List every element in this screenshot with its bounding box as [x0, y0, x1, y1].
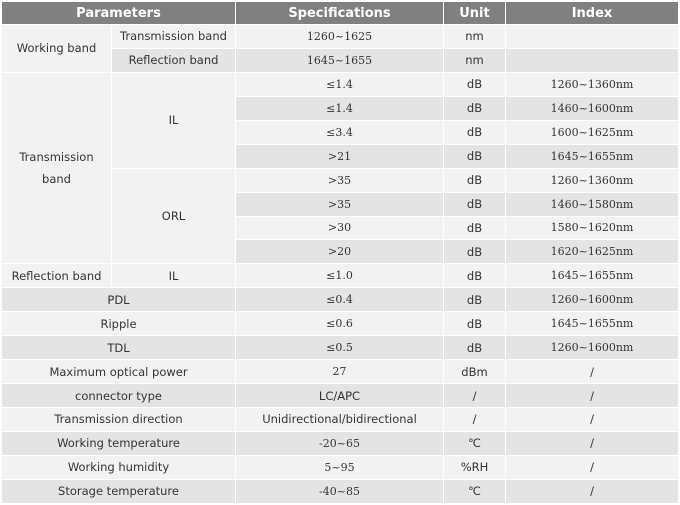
- unit-value: dBm: [444, 360, 506, 384]
- unit-value: nm: [444, 25, 506, 49]
- specifications-table: [1, 1, 679, 504]
- spec-value: Unidirectional/bidirectional: [236, 408, 444, 432]
- reflection-band-sub-label: IL: [112, 264, 236, 288]
- unit-value: ℃: [444, 479, 506, 503]
- table-row: [2, 408, 679, 432]
- param-label: Working temperature: [2, 431, 236, 455]
- spec-value: ≤0.6: [236, 312, 444, 336]
- index-value: 1260~1360nm: [506, 168, 679, 192]
- index-value: /: [506, 408, 679, 432]
- table-row: [2, 479, 679, 503]
- index-value: 1645~1655nm: [506, 264, 679, 288]
- transmission-band-label-line1: Transmission: [19, 150, 94, 165]
- unit-value: nm: [444, 48, 506, 72]
- table-row: [2, 288, 679, 312]
- spec-value: >20: [236, 240, 444, 264]
- table-row: [2, 360, 679, 384]
- spec-value: ≤1.0: [236, 264, 444, 288]
- orl-label: ORL: [112, 168, 236, 264]
- unit-value: dB: [444, 336, 506, 360]
- spec-value: >35: [236, 192, 444, 216]
- index-value: /: [506, 431, 679, 455]
- unit-value: dB: [444, 120, 506, 144]
- index-value: 1260~1600nm: [506, 336, 679, 360]
- reflection-band-label: Reflection band: [2, 264, 112, 288]
- working-band-sub-label: Reflection band: [112, 48, 236, 72]
- table-row: [2, 72, 679, 96]
- index-value: 1645~1655nm: [506, 144, 679, 168]
- spec-value: 27: [236, 360, 444, 384]
- table-row: [2, 384, 679, 408]
- index-value: 1260~1360nm: [506, 72, 679, 96]
- param-label: Storage temperature: [2, 479, 236, 503]
- index-value: /: [506, 360, 679, 384]
- spec-value: >35: [236, 168, 444, 192]
- spec-value: ≤1.4: [236, 72, 444, 96]
- transmission-band-label-line2: band: [42, 172, 71, 187]
- spec-value: ≤0.4: [236, 288, 444, 312]
- spec-value: 1645~1655: [236, 48, 444, 72]
- index-value: 1645~1655nm: [506, 312, 679, 336]
- table-row: [2, 455, 679, 479]
- table-row: [2, 431, 679, 455]
- spec-value: 1260~1625: [236, 25, 444, 49]
- index-value: /: [506, 479, 679, 503]
- unit-value: ℃: [444, 431, 506, 455]
- table-row: [2, 264, 679, 288]
- table-header-row: [2, 2, 679, 25]
- unit-value: %RH: [444, 455, 506, 479]
- unit-value: dB: [444, 264, 506, 288]
- index-value: 1580~1620nm: [506, 216, 679, 240]
- spec-value: >30: [236, 216, 444, 240]
- unit-value: dB: [444, 312, 506, 336]
- spec-value: LC/APC: [236, 384, 444, 408]
- table-row: [2, 25, 679, 49]
- spec-value: -40~85: [236, 479, 444, 503]
- index-value: /: [506, 455, 679, 479]
- param-label: connector type: [2, 384, 236, 408]
- spec-value: 5~95: [236, 455, 444, 479]
- il-label: IL: [112, 72, 236, 168]
- working-band-label: Working band: [2, 25, 112, 73]
- unit-value: dB: [444, 168, 506, 192]
- param-label: Transmission direction: [2, 408, 236, 432]
- unit-value: /: [444, 384, 506, 408]
- unit-value: dB: [444, 144, 506, 168]
- spec-value: ≤3.4: [236, 120, 444, 144]
- table-row: [2, 336, 679, 360]
- index-value: 1460~1580nm: [506, 192, 679, 216]
- spec-value: >21: [236, 144, 444, 168]
- table-row: [2, 312, 679, 336]
- unit-value: dB: [444, 72, 506, 96]
- index-value: [506, 48, 679, 72]
- header-parameters: Parameters: [2, 2, 236, 25]
- transmission-band-label: [2, 72, 112, 264]
- unit-value: dB: [444, 240, 506, 264]
- unit-value: /: [444, 408, 506, 432]
- working-band-sub-label: Transmission band: [112, 25, 236, 49]
- spec-value: -20~65: [236, 431, 444, 455]
- header-unit: Unit: [444, 2, 506, 25]
- param-label: Ripple: [2, 312, 236, 336]
- index-value: 1600~1625nm: [506, 120, 679, 144]
- param-label: Maximum optical power: [2, 360, 236, 384]
- index-value: /: [506, 384, 679, 408]
- index-value: 1460~1600nm: [506, 96, 679, 120]
- header-index: Index: [506, 2, 679, 25]
- index-value: 1620~1625nm: [506, 240, 679, 264]
- unit-value: dB: [444, 288, 506, 312]
- param-label: TDL: [2, 336, 236, 360]
- param-label: Working humidity: [2, 455, 236, 479]
- unit-value: dB: [444, 192, 506, 216]
- index-value: [506, 25, 679, 49]
- spec-value: ≤1.4: [236, 96, 444, 120]
- unit-value: dB: [444, 216, 506, 240]
- index-value: 1260~1600nm: [506, 288, 679, 312]
- spec-value: ≤0.5: [236, 336, 444, 360]
- param-label: PDL: [2, 288, 236, 312]
- unit-value: dB: [444, 96, 506, 120]
- header-specifications: Specifications: [236, 2, 444, 25]
